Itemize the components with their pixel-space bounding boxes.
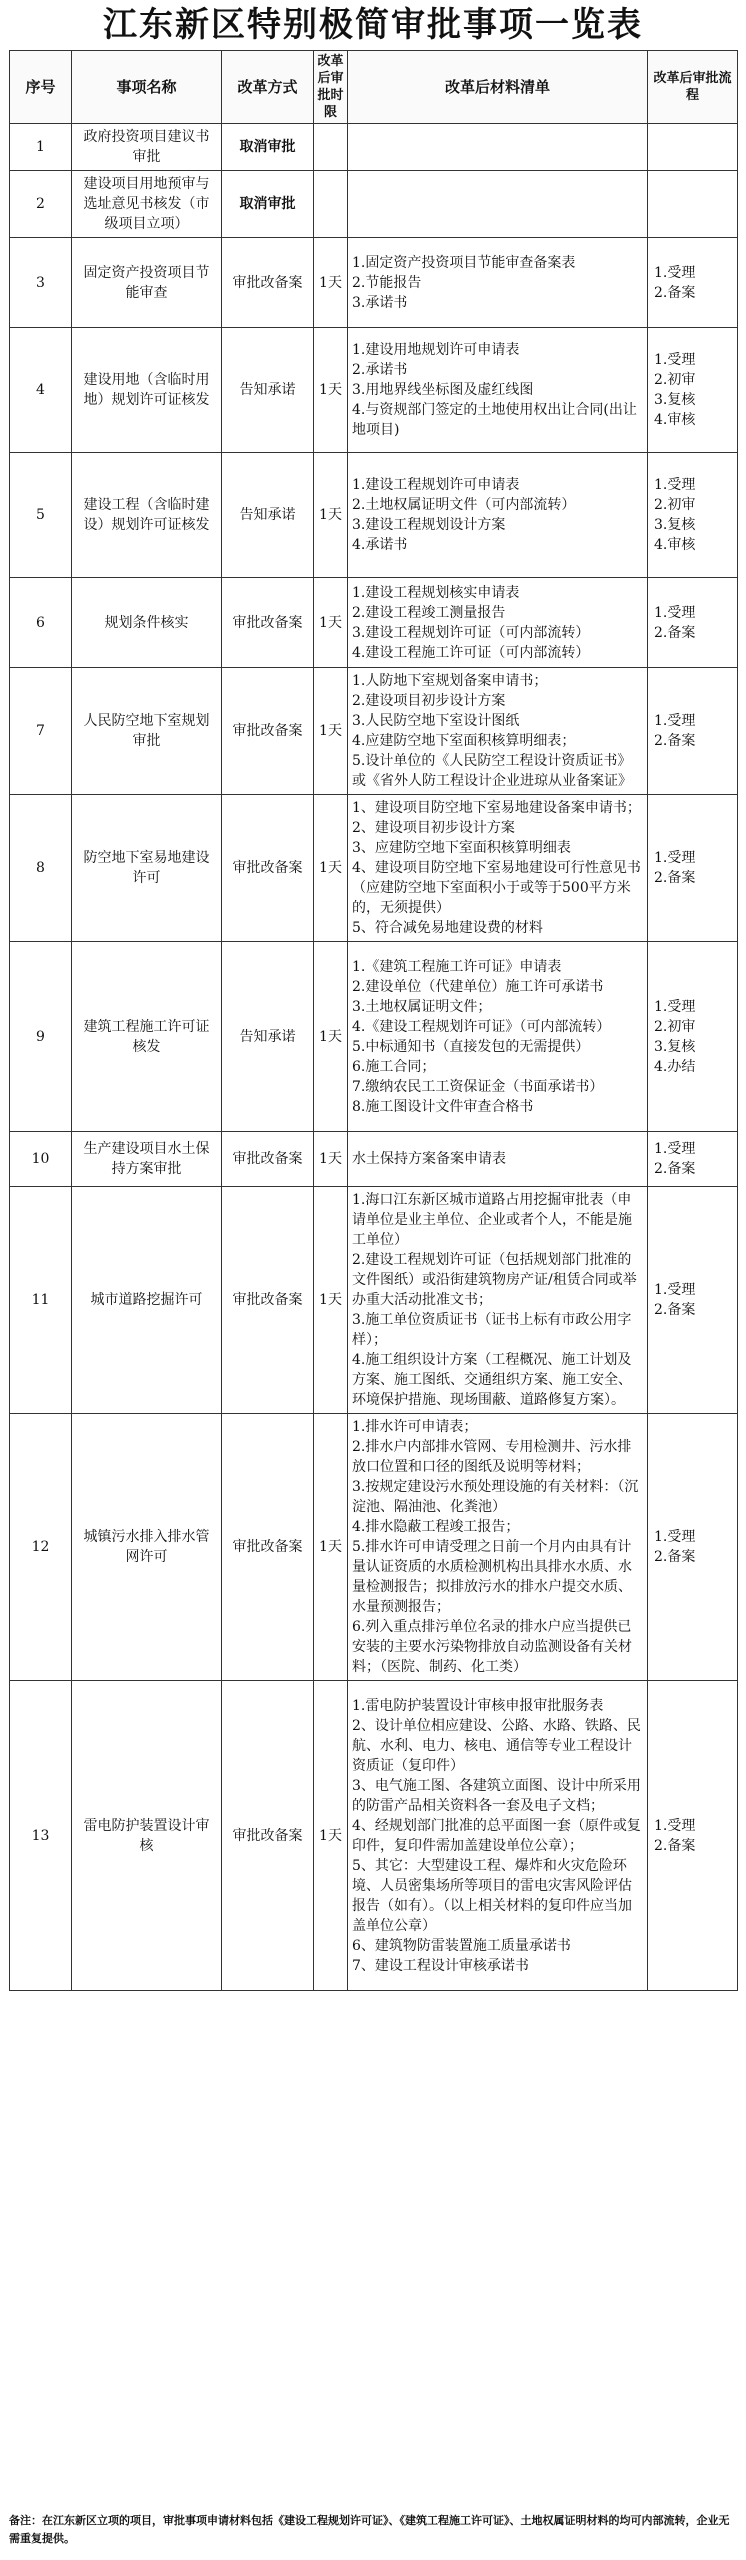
item-name: 建设工程（含临时建设）规划许可证核发	[72, 453, 222, 578]
flow-list	[648, 238, 738, 328]
header-limit: 改革后审批时限	[314, 51, 348, 124]
material-item: 2.建设工程规划许可证（包括规划部门批准的文件图纸）或沿街建筑物房产证/租赁合同或举办重大活动批准文书；	[352, 1252, 637, 1308]
materials-list	[348, 328, 648, 453]
flow-list	[648, 1132, 738, 1187]
material-item: 1.《建筑工程施工许可证》申请表	[352, 958, 562, 975]
flow-list	[648, 795, 738, 942]
flow-step: 2.备案	[654, 1549, 696, 1565]
material-item: 7.缴纳农民工工资保证金（书面承诺书）	[352, 1078, 604, 1095]
flow-step: 1.受理	[654, 264, 696, 281]
material-item: 2.承诺书	[352, 362, 408, 378]
row-number: 10	[10, 1132, 72, 1187]
materials-list	[348, 668, 648, 795]
material-item: 2、设计单位相应建设、公路、水路、铁路、民航、水利、电力、核电、通信等专业工程设计资质证（复印件）	[352, 1717, 641, 1774]
reform-method: 审批改备案	[222, 578, 314, 668]
table-row	[10, 1681, 738, 1991]
flow-step: 3.复核	[654, 392, 696, 408]
page-title: 江东新区特别极简审批事项一览表	[103, 5, 643, 45]
material-item: 5.设计单位的《人民防空工程设计资质证书》或《省外人防工程设计企业进琼从业备案证》	[352, 753, 632, 789]
flow-step: 2.初审	[654, 372, 696, 388]
item-name: 固定资产投资项目节能审查	[72, 238, 222, 328]
material-item: 4.施工组织设计方案（工程概况、施工计划及方案、施工图纸、交通组织方案、施工安全、环境保护措施、现场围蔽、道路修复方案）。	[352, 1352, 632, 1408]
flow-list	[648, 578, 738, 668]
flow-step: 1.受理	[654, 604, 696, 621]
row-number: 12	[10, 1414, 72, 1681]
flow-step: 2.初审	[654, 1018, 696, 1035]
material-item: 3.人民防空地下室设计图纸	[352, 713, 520, 729]
time-limit: 1天	[314, 578, 348, 668]
material-item: 1.海口江东新区城市道路占用挖掘审批表（申请单位是业主单位、企业或者个人，不能是施工单位）	[352, 1192, 632, 1248]
material-item: 3.建设工程规划设计方案	[352, 517, 506, 533]
material-item: 4、建设项目防空地下室易地建设可行性意见书（应建防空地下室面积小于或等于500平方米的，无须提供）	[352, 860, 641, 916]
reform-method: 审批改备案	[222, 1414, 314, 1681]
reform-method: 取消审批	[222, 124, 314, 171]
material-item: 4.《建设工程规划许可证》（可内部流转）	[352, 1018, 611, 1035]
flow-step: 2.备案	[654, 733, 696, 749]
item-name: 建设用地（含临时用地）规划许可证核发	[72, 328, 222, 453]
flow-step: 2.备案	[654, 870, 696, 886]
table-row	[10, 668, 738, 795]
material-item: 5、符合减免易地建设费的材料	[352, 920, 543, 936]
item-name: 建筑工程施工许可证核发	[72, 942, 222, 1132]
row-number: 5	[10, 453, 72, 578]
flow-list	[648, 668, 738, 795]
header-flow: 改革后审批流程	[648, 51, 738, 124]
reform-method: 告知承诺	[222, 453, 314, 578]
item-name: 规划条件核实	[72, 578, 222, 668]
material-item: 2.建设单位（代建单位）施工许可承诺书	[352, 978, 604, 995]
row-number: 8	[10, 795, 72, 942]
flow-step: 1.受理	[654, 352, 696, 368]
table-row	[10, 1132, 738, 1187]
material-item: 2.建设工程竣工测量报告	[352, 604, 506, 621]
flow-step: 1.受理	[654, 1282, 696, 1298]
flow-list	[648, 1681, 738, 1991]
table-row	[10, 1187, 738, 1414]
material-item: 3.承诺书	[352, 294, 408, 311]
time-limit: 1天	[314, 1414, 348, 1681]
flow-list	[648, 124, 738, 171]
material-item: 6.列入重点排污单位名录的排水户应当提供已安装的主要水污染物排放自动监测设备有关材料；（医院、制药、化工类）	[352, 1619, 632, 1675]
material-item: 5.中标通知书（直接发包的无需提供）	[352, 1038, 590, 1055]
approval-table	[9, 50, 738, 1991]
materials-list	[348, 942, 648, 1132]
materials-list	[348, 453, 648, 578]
table-row	[10, 453, 738, 578]
time-limit: 1天	[314, 795, 348, 942]
flow-step: 1.受理	[654, 477, 696, 493]
row-number: 6	[10, 578, 72, 668]
row-number: 3	[10, 238, 72, 328]
materials-list	[348, 1187, 648, 1414]
material-item: 4.应建防空地下室面积核算明细表；	[352, 733, 576, 749]
material-item: 2.建设项目初步设计方案	[352, 693, 506, 709]
header-name: 事项名称	[72, 51, 222, 124]
time-limit: 1天	[314, 1187, 348, 1414]
material-item: 3、应建防空地下室面积核算明细表	[352, 840, 571, 856]
material-item: 6、建筑物防雷装置施工质量承诺书	[352, 1937, 571, 1954]
material-item: 3.土地权属证明文件；	[352, 998, 492, 1015]
flow-step: 2.备案	[654, 1837, 696, 1854]
flow-step: 3.复核	[654, 517, 696, 533]
flow-step: 1.受理	[654, 850, 696, 866]
material-item: 2.节能报告	[352, 274, 422, 291]
row-number: 4	[10, 328, 72, 453]
flow-step: 1.受理	[654, 713, 696, 729]
table-row	[10, 578, 738, 668]
reform-method: 审批改备案	[222, 238, 314, 328]
time-limit	[314, 124, 348, 171]
flow-list	[648, 942, 738, 1132]
material-item: 4.建设工程施工许可证（可内部流转）	[352, 644, 590, 661]
reform-method: 取消审批	[222, 171, 314, 238]
item-name: 城市道路挖掘许可	[72, 1187, 222, 1414]
reform-method: 告知承诺	[222, 328, 314, 453]
header-no: 序号	[10, 51, 72, 124]
flow-step: 1.受理	[654, 1817, 696, 1834]
item-name: 城镇污水排入排水管网许可	[72, 1414, 222, 1681]
material-item: 7、建设工程设计审核承诺书	[352, 1957, 529, 1974]
row-number: 13	[10, 1681, 72, 1991]
table-row	[10, 171, 738, 238]
flow-list	[648, 171, 738, 238]
materials-list	[348, 238, 648, 328]
row-number: 1	[10, 124, 72, 171]
item-name: 雷电防护装置设计审核	[72, 1681, 222, 1991]
flow-list	[648, 1414, 738, 1681]
header-materials: 改革后材料清单	[348, 51, 648, 124]
row-number: 2	[10, 171, 72, 238]
time-limit: 1天	[314, 453, 348, 578]
time-limit: 1天	[314, 238, 348, 328]
material-item: 3.按规定建设污水预处理设施的有关材料：（沉淀池、隔油池、化粪池）	[352, 1479, 639, 1515]
footnote: 备注：在江东新区立项的项目，审批事项申请材料包括《建设工程规划许可证》、《建筑工程施工许可证》、土地权属证明材料的均可内部流转，企业无需重复提供。	[9, 2514, 730, 2545]
flow-step: 2.备案	[654, 1161, 696, 1177]
time-limit: 1天	[314, 328, 348, 453]
reform-method: 审批改备案	[222, 1132, 314, 1187]
material-item: 4.承诺书	[352, 537, 408, 553]
item-name: 防空地下室易地建设许可	[72, 795, 222, 942]
material-item: 2.土地权属证明文件（可内部流转）	[352, 497, 576, 513]
time-limit: 1天	[314, 1681, 348, 1991]
flow-step: 2.备案	[654, 284, 696, 301]
flow-step: 3.复核	[654, 1038, 696, 1055]
material-item: 1.建设用地规划许可申请表	[352, 342, 520, 358]
row-number: 7	[10, 668, 72, 795]
material-item: 2、建设项目初步设计方案	[352, 820, 515, 836]
material-item: 1.人防地下室规划备案申请书；	[352, 673, 548, 689]
row-number: 9	[10, 942, 72, 1132]
header-method: 改革方式	[222, 51, 314, 124]
flow-step: 4.办结	[654, 1058, 696, 1075]
material-item: 6.施工合同；	[352, 1058, 436, 1075]
time-limit: 1天	[314, 1132, 348, 1187]
table-row	[10, 1414, 738, 1681]
flow-step: 1.受理	[654, 1529, 696, 1545]
flow-step: 2.备案	[654, 1302, 696, 1318]
row-number: 11	[10, 1187, 72, 1414]
material-item: 5、其它：大型建设工程、爆炸和火灾危险环境、人员密集场所等项目的雷电灾害风险评估报告（如有）。（以上相关材料的复印件应当加盖单位公章）	[352, 1857, 632, 1934]
flow-step: 2.初审	[654, 497, 696, 513]
item-name: 建设项目用地预审与选址意见书核发（市级项目立项）	[72, 171, 222, 238]
material-item: 8.施工图设计文件审查合格书	[352, 1098, 534, 1115]
reform-method: 审批改备案	[222, 1187, 314, 1414]
item-name: 政府投资项目建议书审批	[72, 124, 222, 171]
material-item: 1.固定资产投资项目节能审查备案表	[352, 254, 576, 271]
material-item: 3.施工单位资质证书（证书上标有市政公用字样）；	[352, 1312, 632, 1348]
material-item: 4.与资规部门签定的土地使用权出让合同(出让地项目)	[352, 402, 637, 438]
time-limit: 1天	[314, 668, 348, 795]
reform-method: 审批改备案	[222, 668, 314, 795]
material-item: 1.排水许可申请表；	[352, 1419, 478, 1435]
item-name: 人民防空地下室规划审批	[72, 668, 222, 795]
reform-method: 审批改备案	[222, 795, 314, 942]
material-item: 3.用地界线坐标图及虚红线图	[352, 382, 534, 398]
flow-step: 4.审核	[654, 412, 696, 428]
material-item: 3.建设工程规划许可证（可内部流转）	[352, 624, 590, 641]
material-item: 1.雷电防护装置设计审核申报审批服务表	[352, 1697, 604, 1714]
materials-list	[348, 1132, 648, 1187]
materials-list	[348, 171, 648, 238]
table-row	[10, 238, 738, 328]
material-item: 3、电气施工图、各建筑立面图、设计中所采用的防雷产品相关资料各一套及电子文档；	[352, 1777, 641, 1814]
flow-step: 1.受理	[654, 998, 696, 1015]
material-item: 1、建设项目防空地下室易地建设备案申请书；	[352, 800, 641, 816]
reform-method: 告知承诺	[222, 942, 314, 1132]
table-row	[10, 795, 738, 942]
table-body	[10, 124, 738, 1991]
table-container	[9, 50, 737, 1991]
material-item: 4、经规划部门批准的总平面图一套（原件或复印件，复印件需加盖建设单位公章）；	[352, 1817, 641, 1854]
flow-step: 4.审核	[654, 537, 696, 553]
materials-list	[348, 124, 648, 171]
flow-step: 1.受理	[654, 1141, 696, 1157]
table-row	[10, 124, 738, 171]
flow-step: 2.备案	[654, 624, 696, 641]
flow-list	[648, 453, 738, 578]
reform-method: 审批改备案	[222, 1681, 314, 1991]
material-item: 水土保持方案备案申请表	[352, 1151, 506, 1167]
materials-list	[348, 1414, 648, 1681]
time-limit: 1天	[314, 942, 348, 1132]
material-item: 5.排水许可申请受理之日前一个月内由具有计量认证资质的水质检测机构出具排水水质、水量检测报告；拟排放污水的排水户提交水质、水量预测报告；	[352, 1539, 632, 1615]
table-row	[10, 328, 738, 453]
flow-list	[648, 1187, 738, 1414]
material-item: 4.排水隐蔽工程竣工报告；	[352, 1519, 520, 1535]
material-item: 1.建设工程规划核实申请表	[352, 584, 520, 601]
materials-list	[348, 578, 648, 668]
time-limit	[314, 171, 348, 238]
material-item: 1.建设工程规划许可申请表	[352, 477, 520, 493]
material-item: 2.排水户内部排水管网、专用检测井、污水排放口位置和口径的图纸及说明等材料；	[352, 1439, 632, 1475]
flow-list	[648, 328, 738, 453]
table-row	[10, 942, 738, 1132]
materials-list	[348, 1681, 648, 1991]
item-name: 生产建设项目水土保持方案审批	[72, 1132, 222, 1187]
materials-list	[348, 795, 648, 942]
